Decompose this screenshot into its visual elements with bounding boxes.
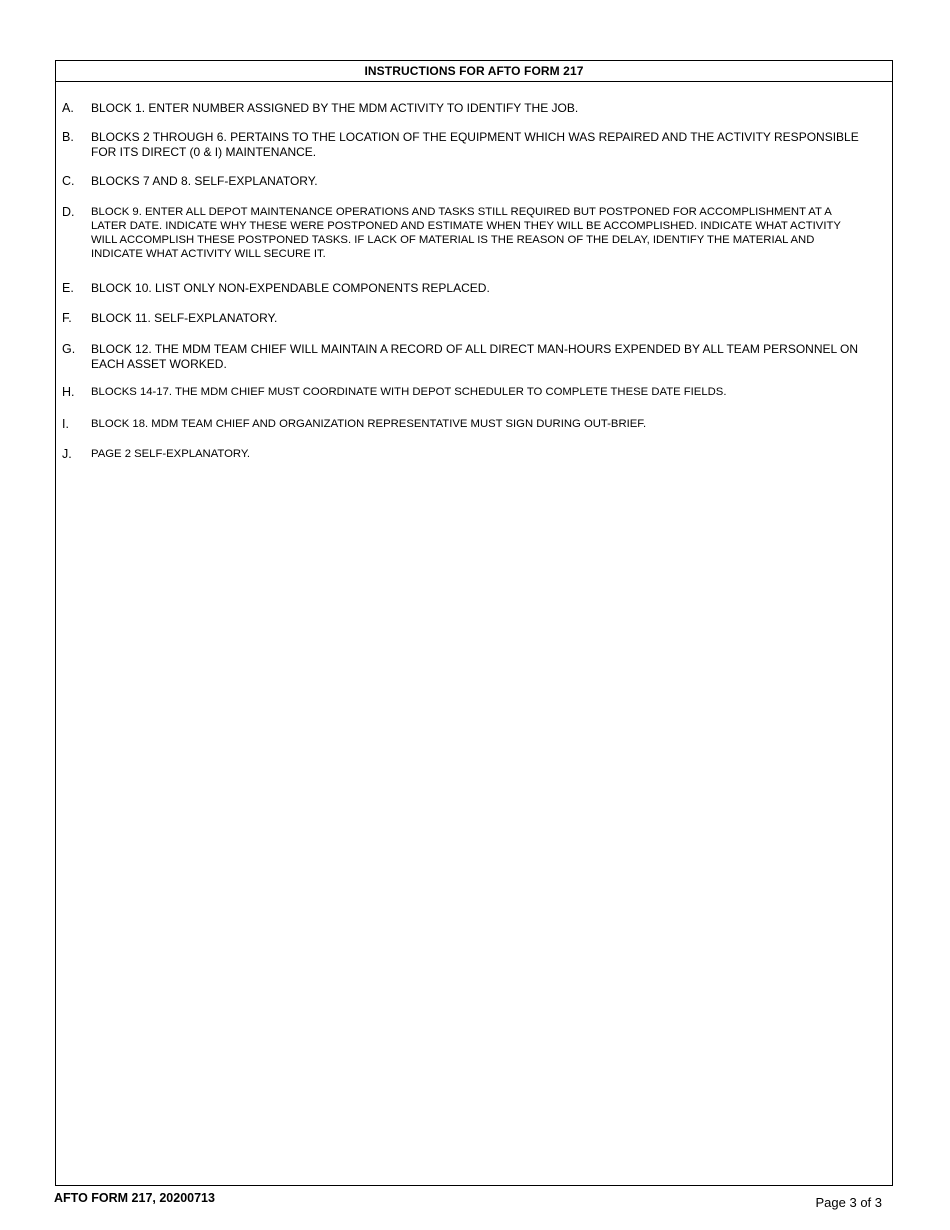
form-header-title: INSTRUCTIONS FOR AFTO FORM 217: [56, 61, 892, 82]
instruction-letter: H.: [62, 385, 75, 399]
instruction-letter: D.: [62, 205, 75, 219]
instruction-text: BLOCK 18. MDM TEAM CHIEF AND ORGANIZATION REPRESENTATIVE MUST SIGN DURING OUT-BRIEF.: [91, 418, 647, 430]
instruction-text: BLOCK 12. THE MDM TEAM CHIEF WILL MAINTAIN A RECORD OF ALL DIRECT MAN-HOURS EXPENDED BY ALL TEAM PERSONNEL ON EACH ASSET WORKED.: [91, 342, 859, 371]
instruction-letter: C.: [62, 174, 75, 188]
instruction-letter: F.: [62, 311, 72, 325]
instruction-text: BLOCKS 2 THROUGH 6. PERTAINS TO THE LOCATION OF THE EQUIPMENT WHICH WAS REPAIRED AND THE ACTIVITY RESPONSIBLE FOR ITS DIRECT (0 & I) MAINTENANCE.: [91, 130, 859, 159]
form-id-footer: AFTO FORM 217, 20200713: [54, 1191, 215, 1205]
instruction-text: BLOCKS 14-17. THE MDM CHIEF MUST COORDINATE WITH DEPOT SCHEDULER TO COMPLETE THESE DATE FIELDS.: [91, 386, 727, 398]
instruction-text: BLOCK 10. LIST ONLY NON-EXPENDABLE COMPONENTS REPLACED.: [91, 281, 490, 295]
instruction-text: PAGE 2 SELF-EXPLANATORY.: [91, 448, 251, 460]
instruction-text: BLOCK 9. ENTER ALL DEPOT MAINTENANCE OPERATIONS AND TASKS STILL REQUIRED BUT POSTPONED FOR ACCOMPLISHMENT AT A LATER DATE. INDICATE WHY THESE WERE POSTPONED AND ESTIMATE WHEN THEY WILL BE ACCOMPLISHED. INDICATE WHAT ACTIVITY WILL ACCOMPLISH THESE POSTPONED TASKS. IF LACK OF MATERIAL IS THE REASON OF THE DELAY, IDENTIFY THE MATERIAL AND INDICATE WHAT ACTIVITY WILL SECURE IT.: [91, 206, 841, 260]
page-number: Page 3 of 3: [815, 1195, 882, 1210]
instruction-letter: G.: [62, 342, 76, 356]
instruction-letter: B.: [62, 130, 74, 144]
instruction-text: BLOCKS 7 AND 8. SELF-EXPLANATORY.: [91, 174, 318, 188]
instruction-letter: A.: [62, 101, 74, 115]
instruction-letter: E.: [62, 281, 74, 295]
instruction-text: BLOCK 11. SELF-EXPLANATORY.: [91, 311, 278, 325]
instructions-form-frame: [55, 60, 893, 1186]
instruction-text: BLOCK 1. ENTER NUMBER ASSIGNED BY THE MDM ACTIVITY TO IDENTIFY THE JOB.: [91, 101, 579, 115]
instruction-letter: J.: [62, 447, 72, 461]
instruction-letter: I.: [62, 417, 69, 431]
